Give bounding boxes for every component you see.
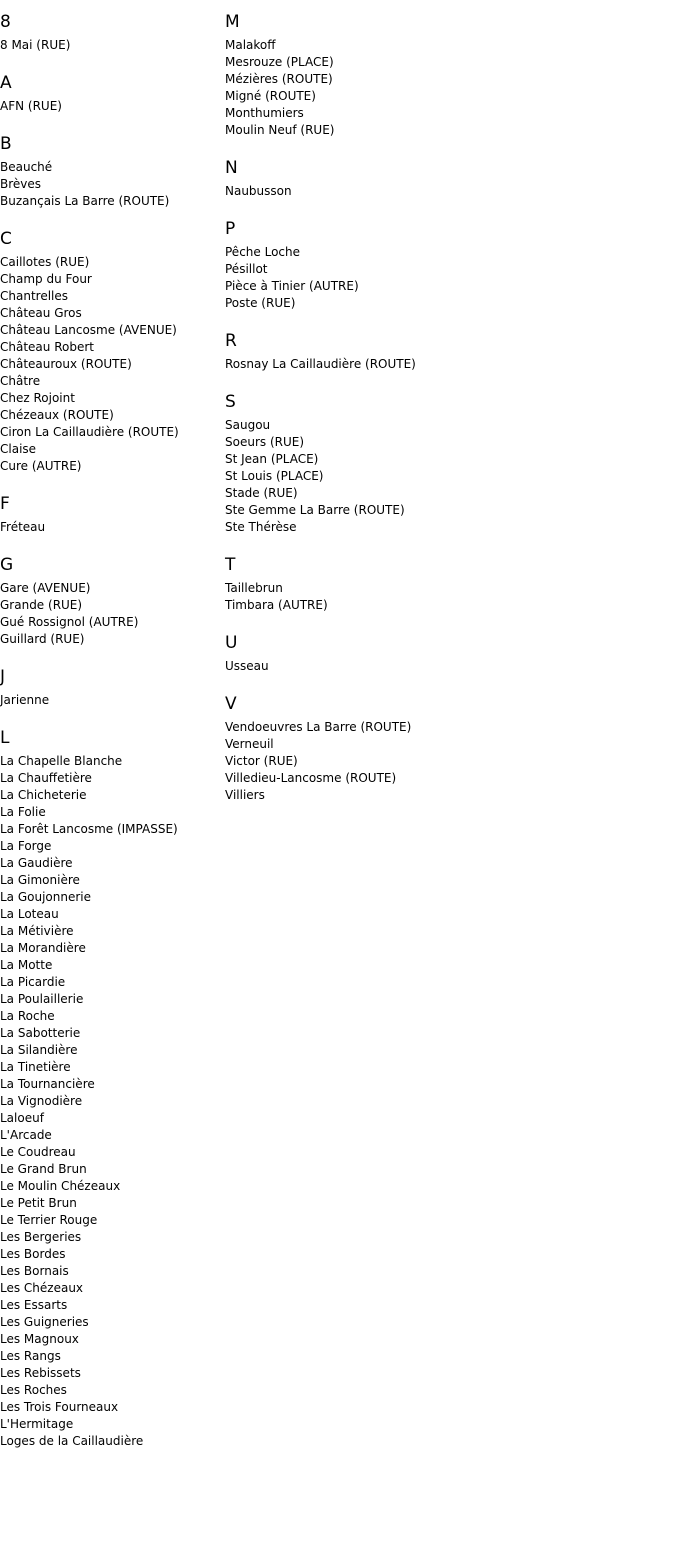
letter-section: [225, 146, 665, 207]
street-link[interactable]: L'Hermitage: [0, 1417, 74, 1431]
street-link[interactable]: Mesrouze (PLACE): [225, 55, 334, 69]
letter-section: [0, 716, 220, 1457]
street-list: [225, 356, 665, 380]
street-link[interactable]: Mézières (ROUTE): [225, 72, 333, 86]
letter-section: [225, 682, 665, 811]
street-link[interactable]: Claise: [0, 442, 37, 456]
letter-section: [225, 319, 665, 380]
street-list: [225, 719, 665, 811]
street-link[interactable]: Loges de la Caillaudière: [0, 1434, 144, 1448]
letter-section: [0, 0, 220, 61]
street-list: [225, 417, 665, 543]
street-link[interactable]: Ste Gemme La Barre (ROUTE): [225, 503, 405, 517]
street-link[interactable]: Timbara (AUTRE): [225, 598, 328, 612]
street-link[interactable]: Les Bergeries: [0, 1230, 82, 1244]
street-link[interactable]: Verneuil: [225, 737, 274, 751]
letter-heading: R: [225, 331, 237, 351]
street-link[interactable]: 8 Mai (RUE): [0, 38, 71, 52]
street-link[interactable]: La Goujonnerie: [0, 890, 92, 904]
street-index-column-right: [225, 0, 665, 811]
street-link[interactable]: Châtre: [0, 374, 41, 388]
street-link[interactable]: Le Petit Brun: [0, 1196, 77, 1210]
letter-section: [0, 61, 220, 122]
street-link[interactable]: Château Robert: [0, 340, 94, 354]
street-link[interactable]: La Roche: [0, 1009, 55, 1023]
street-link[interactable]: St Jean (PLACE): [225, 452, 319, 466]
street-link[interactable]: La Poulaillerie: [0, 992, 84, 1006]
letter-heading: V: [225, 694, 237, 714]
street-link[interactable]: La Gimonière: [0, 873, 80, 887]
street-link[interactable]: La Forge: [0, 839, 52, 853]
street-link[interactable]: Villiers: [225, 788, 265, 802]
letter-heading: U: [225, 633, 238, 653]
street-list: [225, 244, 665, 319]
street-link[interactable]: Gué Rossignol (AUTRE): [0, 615, 139, 629]
street-link[interactable]: Châteauroux (ROUTE): [0, 357, 132, 371]
letter-heading: L: [0, 728, 10, 748]
letter-section: [225, 543, 665, 621]
letter-section: [0, 655, 220, 716]
street-link[interactable]: Guillard (RUE): [0, 632, 85, 646]
street-list: [0, 519, 220, 543]
street-list: [225, 183, 665, 207]
street-link[interactable]: Beauché: [0, 160, 53, 174]
street-link[interactable]: La Silandière: [0, 1043, 78, 1057]
street-link[interactable]: Rosnay La Caillaudière (ROUTE): [225, 357, 416, 371]
street-link[interactable]: St Louis (PLACE): [225, 469, 324, 483]
street-link[interactable]: Chantrelles: [0, 289, 69, 303]
street-link[interactable]: Taillebrun: [225, 581, 283, 595]
street-link[interactable]: Usseau: [225, 659, 269, 673]
street-link[interactable]: Les Roches: [0, 1383, 67, 1397]
street-link[interactable]: La Tournancière: [0, 1077, 95, 1091]
street-link[interactable]: La Tinetière: [0, 1060, 71, 1074]
street-link[interactable]: Les Magnoux: [0, 1332, 79, 1346]
street-link[interactable]: Les Trois Fourneaux: [0, 1400, 119, 1414]
street-link[interactable]: La Forêt Lancosme (IMPASSE): [0, 822, 178, 836]
street-list: [0, 254, 220, 482]
street-link[interactable]: Ste Thérèse: [225, 520, 297, 534]
letter-heading: G: [0, 555, 14, 575]
street-list: [0, 692, 220, 716]
street-link[interactable]: Le Grand Brun: [0, 1162, 87, 1176]
letter-heading: C: [0, 229, 12, 249]
street-link[interactable]: La Chauffetière: [0, 771, 92, 785]
street-link[interactable]: Laloeuf: [0, 1111, 44, 1125]
letter-section: [225, 621, 665, 682]
street-list: [0, 98, 220, 122]
street-list: [0, 37, 220, 61]
street-link[interactable]: Cure (AUTRE): [0, 459, 82, 473]
letter-heading: T: [225, 555, 236, 575]
street-link[interactable]: La Picardie: [0, 975, 66, 989]
street-link[interactable]: Chez Rojoint: [0, 391, 75, 405]
street-link[interactable]: Stade (RUE): [225, 486, 298, 500]
street-link[interactable]: La Morandière: [0, 941, 86, 955]
letter-section: [0, 482, 220, 543]
street-list: [225, 37, 665, 146]
street-link[interactable]: AFN (RUE): [0, 99, 62, 113]
street-link[interactable]: La Gaudière: [0, 856, 73, 870]
street-link[interactable]: Pêche Loche: [225, 245, 300, 259]
street-link[interactable]: Victor (RUE): [225, 754, 298, 768]
street-link[interactable]: Le Terrier Rouge: [0, 1213, 98, 1227]
street-list: [225, 658, 665, 682]
street-link[interactable]: Château Gros: [0, 306, 82, 320]
street-link[interactable]: Pésillot: [225, 262, 268, 276]
street-link[interactable]: Migné (ROUTE): [225, 89, 316, 103]
street-link[interactable]: Grande (RUE): [0, 598, 83, 612]
letter-heading: F: [0, 494, 10, 514]
street-link[interactable]: Malakoff: [225, 38, 276, 52]
street-list: [0, 159, 220, 217]
street-link[interactable]: Les Essarts: [0, 1298, 68, 1312]
street-list: [0, 753, 220, 1457]
street-link[interactable]: Château Lancosme (AVENUE): [0, 323, 177, 337]
street-link[interactable]: Gare (AVENUE): [0, 581, 91, 595]
street-link[interactable]: Les Bornais: [0, 1264, 69, 1278]
street-link[interactable]: Pièce à Tinier (AUTRE): [225, 279, 359, 293]
street-link[interactable]: Naubusson: [225, 184, 292, 198]
letter-section: [225, 207, 665, 319]
street-link[interactable]: Chézeaux (ROUTE): [0, 408, 114, 422]
street-list: [0, 580, 220, 655]
street-link[interactable]: La Chapelle Blanche: [0, 754, 123, 768]
street-link[interactable]: Le Moulin Chézeaux: [0, 1179, 121, 1193]
letter-heading: S: [225, 392, 236, 412]
letter-section: [0, 122, 220, 217]
street-link[interactable]: Les Rebissets: [0, 1366, 81, 1380]
street-link[interactable]: La Métivière: [0, 924, 74, 938]
street-index-column-left: [0, 0, 220, 1457]
letter-heading: M: [225, 12, 240, 32]
letter-section: [225, 380, 665, 543]
letter-section: [0, 543, 220, 655]
street-link[interactable]: Caillotes (RUE): [0, 255, 90, 269]
street-link[interactable]: Ciron La Caillaudière (ROUTE): [0, 425, 179, 439]
street-link[interactable]: Champ du Four: [0, 272, 92, 286]
letter-heading: J: [0, 667, 6, 687]
letter-heading: B: [0, 134, 12, 154]
letter-heading: 8: [0, 12, 11, 32]
letter-heading: A: [0, 73, 12, 93]
street-link[interactable]: Les Bordes: [0, 1247, 66, 1261]
street-link[interactable]: Villedieu-Lancosme (ROUTE): [225, 771, 397, 785]
street-link[interactable]: Monthumiers: [225, 106, 304, 120]
letter-section: [0, 217, 220, 482]
street-link[interactable]: La Vignodière: [0, 1094, 83, 1108]
letter-section: [225, 0, 665, 146]
letter-heading: N: [225, 158, 238, 178]
street-link[interactable]: La Motte: [0, 958, 53, 972]
street-link[interactable]: Le Coudreau: [0, 1145, 76, 1159]
street-link[interactable]: Poste (RUE): [225, 296, 296, 310]
letter-heading: P: [225, 219, 236, 239]
street-link[interactable]: Fréteau: [0, 520, 46, 534]
street-link[interactable]: Brèves: [0, 177, 42, 191]
street-link[interactable]: Soeurs (RUE): [225, 435, 305, 449]
street-link[interactable]: Vendoeuvres La Barre (ROUTE): [225, 720, 412, 734]
street-link[interactable]: La Sabotterie: [0, 1026, 81, 1040]
street-link[interactable]: Buzançais La Barre (ROUTE): [0, 194, 170, 208]
street-link[interactable]: L'Arcade: [0, 1128, 52, 1142]
street-link[interactable]: Les Guigneries: [0, 1315, 89, 1329]
street-link[interactable]: La Chicheterie: [0, 788, 87, 802]
street-link[interactable]: La Loteau: [0, 907, 59, 921]
street-list: [225, 580, 665, 621]
street-link[interactable]: Saugou: [225, 418, 271, 432]
street-link[interactable]: Jarienne: [0, 693, 50, 707]
street-link[interactable]: La Folie: [0, 805, 46, 819]
street-link[interactable]: Les Chézeaux: [0, 1281, 84, 1295]
street-link[interactable]: Moulin Neuf (RUE): [225, 123, 335, 137]
street-link[interactable]: Les Rangs: [0, 1349, 61, 1363]
